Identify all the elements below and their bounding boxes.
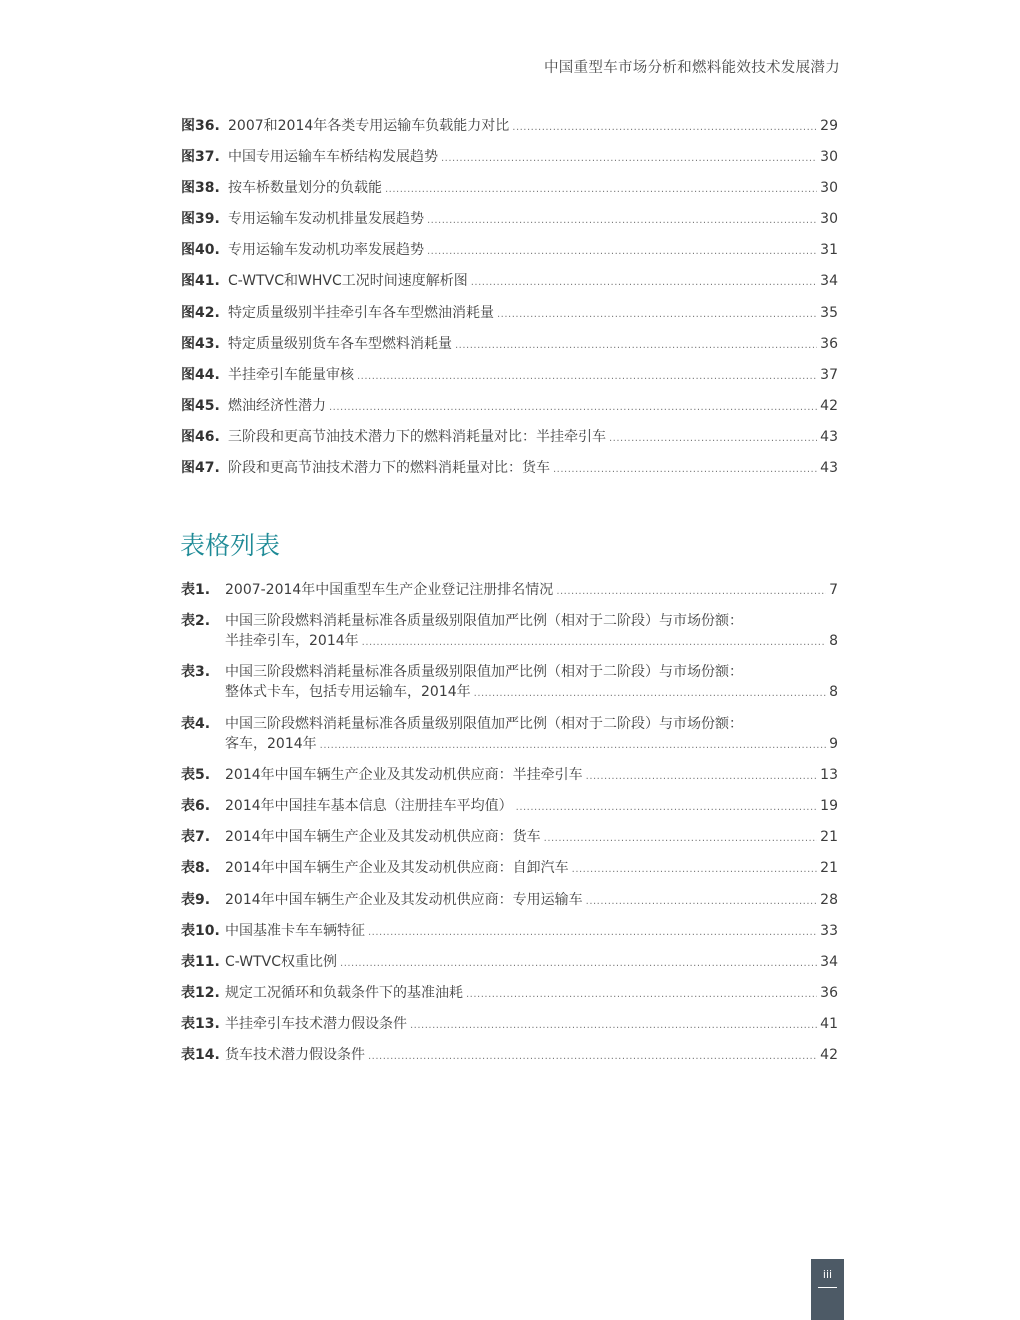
toc-entry-page: 9 [829, 735, 838, 752]
toc-leader-dots [427, 242, 817, 262]
toc-entry-page: 30 [820, 149, 838, 166]
toc-entry-label: 表1. [181, 582, 211, 598]
toc-entry-page: 42 [820, 397, 838, 414]
toc-leader-dots [556, 582, 826, 602]
toc-entry[interactable] [181, 427, 838, 449]
toc-entry-label: 表5. [181, 766, 211, 783]
toc-entry-label: 图44. [181, 366, 220, 383]
toc-entry-label: 图41. [181, 273, 220, 290]
toc-entry-title: 中国基准卡车车辆特征 [225, 922, 365, 939]
toc-entry-label: 图39. [181, 211, 220, 228]
toc-entry-label: 表9. [181, 891, 211, 908]
toc-entry-label: 表13. [181, 1016, 220, 1033]
toc-entry-title: 特定质量级别货车各车型燃料消耗量 [228, 335, 452, 352]
toc-leader-dots [586, 767, 818, 787]
toc-entry[interactable] [181, 178, 838, 200]
toc-entry[interactable] [181, 921, 838, 943]
toc-entry-title: 2014年中国车辆生产企业及其发动机供应商：货车 [225, 829, 541, 846]
toc-entry-page: 21 [820, 860, 838, 877]
toc-entry-label: 图47. [181, 460, 220, 477]
toc-entry-page: 28 [820, 891, 838, 908]
toc-leader-dots [368, 923, 817, 943]
toc-entry[interactable] [181, 765, 838, 787]
toc-entry[interactable] [181, 827, 838, 849]
toc-leader-dots [512, 118, 817, 138]
toc-entry-title: 特定质量级别半挂牵引车各车型燃油消耗量 [228, 304, 494, 321]
toc-entry-page: 36 [820, 335, 838, 352]
toc-entry-title: 三阶段和更高节油技术潜力下的燃料消耗量对比：半挂牵引车 [228, 428, 606, 445]
toc-leader-dots [455, 336, 817, 356]
toc-leader-dots [362, 633, 826, 653]
toc-entry-title: C-WTVC权重比例 [225, 953, 338, 970]
toc-entry-page: 29 [820, 118, 838, 134]
toc-leader-dots [572, 860, 818, 880]
toc-entry-title: 规定工况循环和负载条件下的基准油耗 [225, 985, 463, 1002]
toc-entry[interactable] [181, 240, 838, 262]
toc-entry[interactable] [181, 1014, 838, 1036]
toc-entry-page: 8 [829, 684, 838, 701]
toc-entry-page: 34 [820, 953, 838, 970]
toc-entry-page: 43 [820, 428, 838, 445]
toc-entry[interactable] [181, 796, 838, 818]
toc-entry-title: C-WTVC和WHVC工况时间速度解析图 [228, 273, 468, 290]
toc-entry-page: 7 [829, 582, 838, 598]
toc-leader-dots [410, 1016, 817, 1036]
toc-leader-dots [368, 1047, 817, 1067]
toc-entry[interactable] [181, 396, 838, 418]
toc-entry-page: 21 [820, 829, 838, 846]
toc-entry[interactable] [181, 147, 838, 169]
toc-entry-label: 图38. [181, 180, 220, 197]
toc-entry-label: 表6. [181, 797, 211, 814]
toc-entry-label: 表4. [181, 715, 211, 732]
toc-entry-page: 37 [820, 366, 838, 383]
toc-entry-title: 中国专用运输车车桥结构发展趋势 [228, 149, 438, 166]
page-number: iii [822, 1268, 833, 1281]
toc-entry-label: 图46. [181, 428, 220, 445]
toc-entry-page: 30 [820, 180, 838, 197]
toc-entry[interactable] [181, 952, 838, 974]
toc-entry-page: 35 [820, 304, 838, 321]
toc-entry-title: 按车桥数量划分的负载能 [228, 180, 382, 197]
toc-leader-dots [586, 892, 818, 912]
toc-entry-page: 33 [820, 922, 838, 939]
toc-entry[interactable] [181, 1045, 838, 1067]
toc-entry-title-line1: 中国三阶段燃料消耗量标准各质量级别限值加严比例（相对于二阶段）与市场份额： [225, 664, 743, 681]
toc-leader-dots [357, 367, 817, 387]
toc-leader-dots [497, 305, 817, 325]
toc-leader-dots [320, 736, 826, 756]
table-list [181, 580, 838, 1077]
toc-entry-title: 2007-2014年中国重型车生产企业登记注册排名情况 [225, 582, 554, 598]
toc-entry-title: 客车，2014年 [225, 735, 317, 752]
toc-entry-label: 图36. [181, 118, 220, 134]
toc-entry[interactable] [181, 611, 838, 653]
toc-entry[interactable] [181, 334, 838, 356]
toc-entry-title: 2014年中国车辆生产企业及其发动机供应商：专用运输车 [225, 891, 583, 908]
toc-entry-title: 半挂牵引车，2014年 [225, 633, 359, 650]
toc-entry[interactable] [181, 890, 838, 912]
toc-entry[interactable] [181, 303, 838, 325]
toc-leader-dots [329, 398, 817, 418]
toc-leader-dots [544, 829, 818, 849]
toc-entry-title-line1: 中国三阶段燃料消耗量标准各质量级别限值加严比例（相对于二阶段）与市场份额： [225, 715, 743, 732]
page-number-tab [811, 1259, 844, 1320]
toc-leader-dots [385, 180, 817, 200]
toc-entry-page: 42 [820, 1047, 838, 1064]
toc-entry-page: 19 [820, 797, 838, 814]
toc-entry-title: 燃油经济性潜力 [228, 397, 326, 414]
figure-list [181, 116, 838, 489]
toc-entry-label: 图43. [181, 335, 220, 352]
toc-entry-label: 图40. [181, 242, 220, 259]
toc-entry-title: 专用运输车发动机功率发展趋势 [228, 242, 424, 259]
toc-entry-page: 8 [829, 633, 838, 650]
toc-leader-dots [340, 954, 817, 974]
toc-leader-dots [471, 273, 817, 293]
toc-leader-dots [609, 429, 817, 449]
toc-entry-label: 表11. [181, 953, 220, 970]
toc-entry-page: 36 [820, 985, 838, 1002]
page-number-rule [818, 1287, 837, 1288]
toc-leader-dots [441, 149, 817, 169]
toc-entry-title-line1: 中国三阶段燃料消耗量标准各质量级别限值加严比例（相对于二阶段）与市场份额： [225, 613, 743, 630]
toc-entry-label: 表12. [181, 985, 220, 1002]
toc-entry-page: 41 [820, 1016, 838, 1033]
toc-entry-title: 2014年中国挂车基本信息（注册挂车平均值） [225, 797, 513, 814]
toc-entry-label: 表7. [181, 829, 211, 846]
toc-entry[interactable] [181, 858, 838, 880]
tables-section-heading: 表格列表 [180, 531, 281, 560]
toc-entry-title: 2014年中国车辆生产企业及其发动机供应商：半挂牵引车 [225, 766, 583, 783]
toc-entry[interactable] [181, 983, 838, 1005]
toc-entry-title: 专用运输车发动机排量发展趋势 [228, 211, 424, 228]
toc-entry[interactable] [181, 714, 838, 756]
toc-entry-title: 2014年中国车辆生产企业及其发动机供应商：自卸汽车 [225, 860, 569, 877]
toc-entry-label: 表2. [181, 613, 211, 630]
toc-entry-label: 表3. [181, 664, 211, 681]
toc-entry-title: 半挂牵引车技术潜力假设条件 [225, 1016, 407, 1033]
toc-entry-page: 30 [820, 211, 838, 228]
toc-entry-label: 表14. [181, 1047, 220, 1064]
toc-entry-label: 图37. [181, 149, 220, 166]
toc-leader-dots [427, 211, 817, 231]
toc-entry-title: 2007和2014年各类专用运输车负载能力对比 [228, 118, 510, 134]
toc-entry-title: 半挂牵引车能量审核 [228, 366, 354, 383]
running-header: 中国重型车市场分析和燃料能效技术发展潜力 [544, 60, 840, 76]
toc-entry-page: 43 [820, 460, 838, 477]
toc-entry[interactable] [181, 458, 838, 480]
toc-entry[interactable] [181, 116, 838, 138]
toc-entry[interactable] [181, 580, 838, 602]
toc-leader-dots [466, 985, 817, 1005]
toc-entry-title: 整体式卡车，包括专用运输车，2014年 [225, 684, 471, 701]
toc-entry-page: 31 [820, 242, 838, 259]
toc-entry[interactable] [181, 365, 838, 387]
toc-leader-dots [474, 684, 826, 704]
toc-leader-dots [553, 460, 817, 480]
toc-leader-dots [516, 798, 818, 818]
toc-entry-label: 表10. [181, 922, 220, 939]
toc-entry-label: 图42. [181, 304, 220, 321]
toc-entry-label: 图45. [181, 397, 220, 414]
toc-entry[interactable] [181, 209, 838, 231]
toc-entry[interactable] [181, 271, 838, 293]
toc-entry-title: 货车技术潜力假设条件 [225, 1047, 365, 1064]
toc-entry-label: 表8. [181, 860, 211, 877]
toc-entry-page: 34 [820, 273, 838, 290]
toc-entry[interactable] [181, 662, 838, 704]
toc-entry-title: 阶段和更高节油技术潜力下的燃料消耗量对比：货车 [228, 460, 550, 477]
toc-entry-page: 13 [820, 766, 838, 783]
